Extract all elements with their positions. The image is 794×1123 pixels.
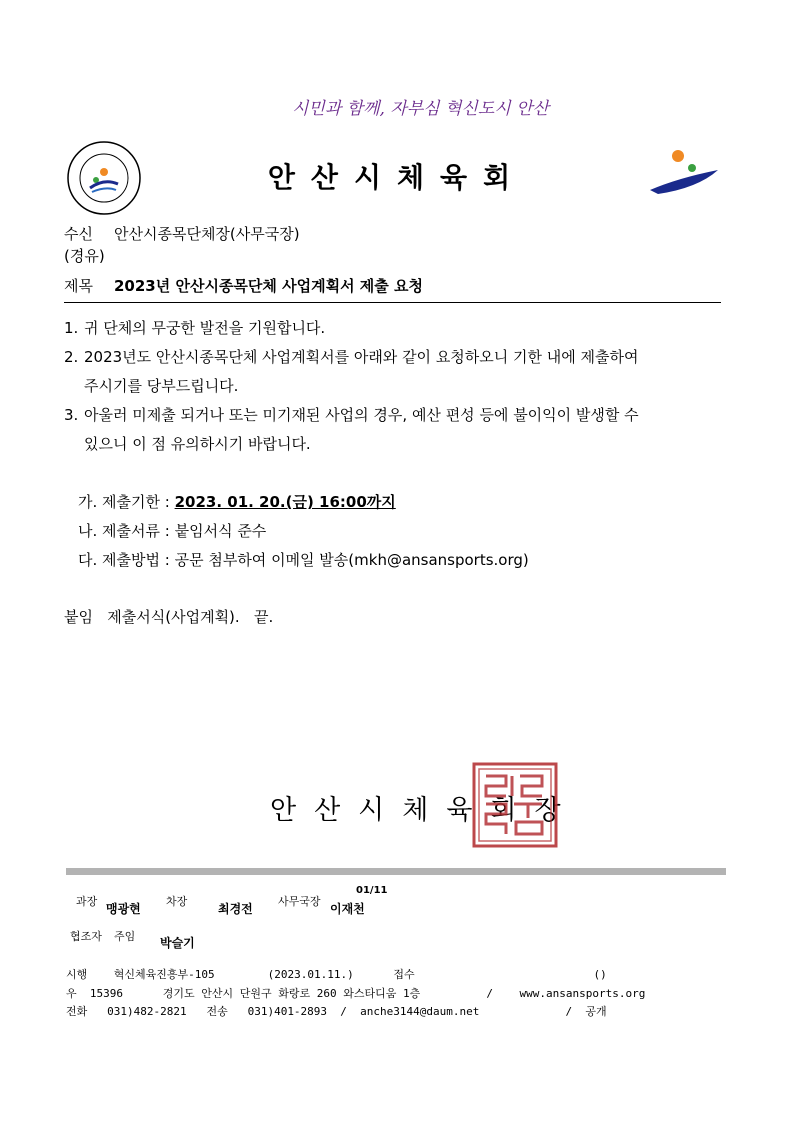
subject-divider	[64, 302, 721, 303]
paragraph-text: 2023년도 안산시종목단체 사업계획서를 아래와 같이 요청하오니 기한 내에 제출하여	[84, 348, 639, 366]
approval-name-2: 최경전	[218, 902, 253, 916]
cooperation-title: 주임	[114, 930, 136, 943]
footer-divider-bar	[66, 868, 726, 875]
approval-title-1: 과장	[76, 895, 98, 908]
paragraph-text-continued: 주시기를 당부드립니다.	[84, 377, 239, 395]
approval-name-3: 이재천	[330, 902, 365, 916]
signature-name: 안산시체육회장	[270, 795, 579, 826]
detail-label: 나. 제출서류 :	[78, 522, 170, 540]
footer-line-contact: 전화 031)482-2821 전송 031)401-2893 / anche3144@daum.net / 공개	[66, 1005, 607, 1018]
detail-label: 다. 제출방법 :	[78, 551, 170, 569]
recipient-label: 수신	[64, 225, 93, 243]
subject-line	[64, 276, 423, 296]
official-seal	[472, 762, 558, 848]
recipient-line	[64, 224, 300, 244]
approval-title-2: 차장	[166, 895, 188, 908]
cooperation-name: 박슬기	[160, 936, 195, 950]
paragraph-number: 2.	[64, 348, 79, 366]
footer-line-enforcement: 시행 혁신체육진흥부-105 (2023.01.11.) 접수 ()	[66, 968, 607, 981]
approval-date-3: 01/11	[356, 885, 388, 896]
paragraph-2	[64, 343, 724, 401]
footer-line-address: 우 15396 경기도 안산시 단원구 화랑로 260 와스타디움 1층 / www.ansansports.org	[66, 987, 646, 1000]
subject-label: 제목	[64, 277, 93, 295]
slogan-logo	[290, 92, 549, 122]
detail-value: 공문 첨부하여 이메일 발송(mkh@ansansports.org)	[174, 551, 529, 569]
detail-label: 가. 제출기한 :	[78, 493, 170, 511]
paragraph-text-continued: 있으니 이 점 유의하시기 바랍니다.	[84, 435, 311, 453]
seal-graphic	[472, 762, 558, 848]
paragraph-text: 귀 단체의 무궁한 발전을 기원합니다.	[84, 319, 326, 337]
attachment-line: 붙임 제출서식(사업계획). 끝.	[64, 608, 274, 626]
cooperation-label: 협조자	[70, 930, 102, 943]
approval-name-1: 맹광현	[106, 902, 141, 916]
recipient-value: 안산시종목단체장(사무국장)	[114, 225, 300, 243]
approval-title-3: 사무국장	[278, 895, 321, 908]
subject-value: 2023년 안산시종목단체 사업계획서 제출 요청	[114, 277, 423, 295]
paragraph-number: 3.	[64, 406, 79, 424]
city-logo-graphic	[648, 148, 720, 198]
detail-method	[78, 546, 529, 575]
detail-deadline	[78, 488, 396, 517]
detail-value: 붙임서식 준수	[174, 522, 267, 540]
paragraph-1	[64, 314, 724, 343]
slogan-text: 시민과 함께, 자부심 혁신도시 안산	[292, 99, 549, 119]
slogan-graphic	[290, 92, 549, 122]
via-line: (경유)	[64, 247, 105, 265]
detail-documents	[78, 517, 266, 546]
paragraph-text: 아울러 미제출 되거나 또는 미기재된 사업의 경우, 예산 편성 등에 불이익이 발생할 수	[84, 406, 639, 424]
deadline-value: 2023. 01. 20.(금) 16:00까지	[174, 493, 396, 511]
ansan-city-logo	[648, 148, 720, 198]
paragraph-3	[64, 401, 724, 459]
organization-title: 안산시체육회	[267, 161, 527, 194]
paragraph-number: 1.	[64, 319, 79, 337]
